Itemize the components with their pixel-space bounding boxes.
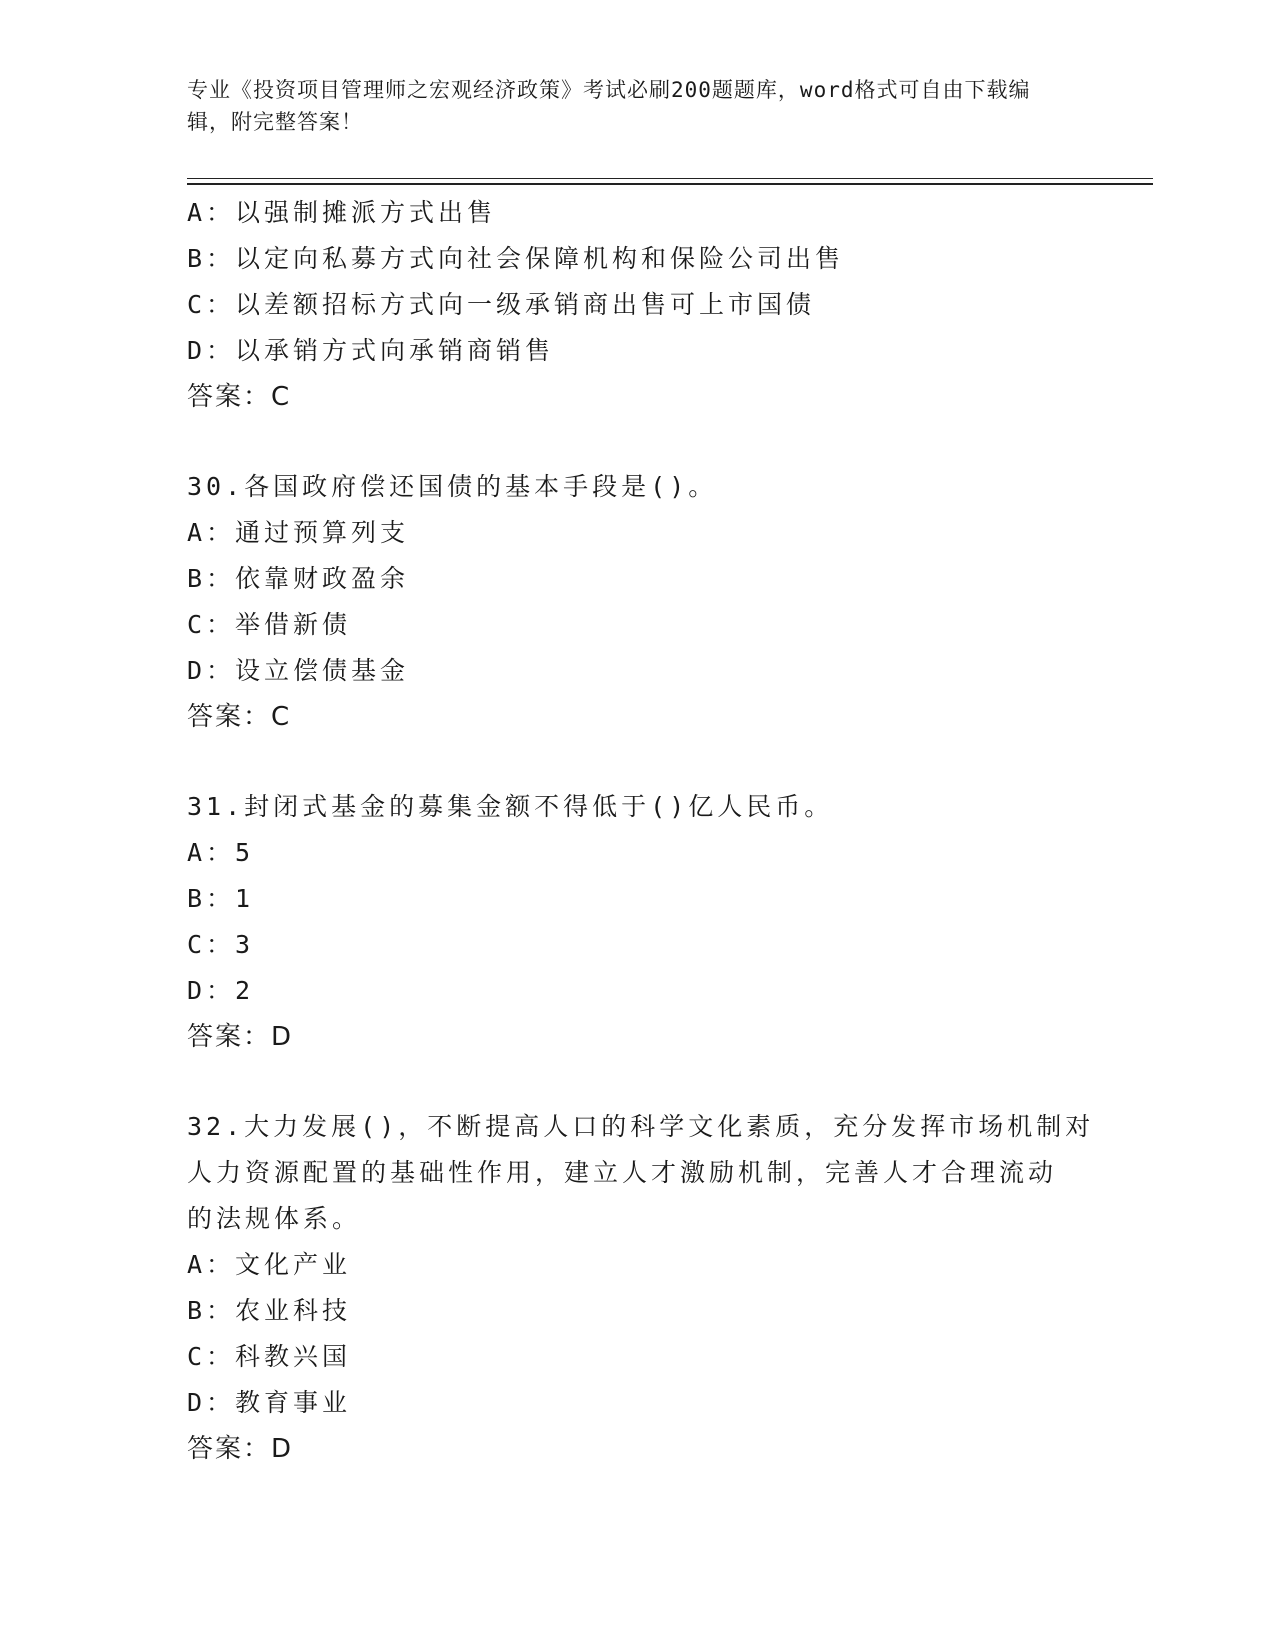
answer-label: 答案：D <box>187 1022 294 1052</box>
option-d: D：教育事业 <box>187 1388 352 1417</box>
question-stem: 30.各国政府偿还国债的基本手段是()。 <box>187 472 718 501</box>
answer-label: 答案：C <box>187 702 292 732</box>
question-block <box>187 464 1087 740</box>
option-c: C：3 <box>187 930 255 959</box>
option-c: C：举借新债 <box>187 610 352 639</box>
option-a: A：以强制摊派方式出售 <box>187 198 497 227</box>
option-c: C：科教兴国 <box>187 1342 352 1371</box>
option-d: D：2 <box>187 976 255 1005</box>
option-d: D：设立偿债基金 <box>187 656 410 685</box>
question-block <box>187 1104 1095 1472</box>
option-b: B：依靠财政盈余 <box>187 564 410 593</box>
header-divider-thin <box>187 178 1153 179</box>
question-stem-line: 的法规体系。 <box>187 1204 362 1233</box>
option-d: D：以承销方式向承销商销售 <box>187 336 555 365</box>
question-block <box>187 190 1087 420</box>
option-b: B：1 <box>187 884 255 913</box>
question-stem: 31.封闭式基金的募集金额不得低于()亿人民币。 <box>187 792 834 821</box>
option-a: A：文化产业 <box>187 1250 352 1279</box>
question-stem-line: 32.大力发展()，不断提高人口的科学文化素质，充分发挥市场机制对 <box>187 1112 1095 1141</box>
option-c: C：以差额招标方式向一级承销商出售可上市国债 <box>187 290 816 319</box>
answer-label: 答案：C <box>187 382 292 412</box>
question-block <box>187 784 1087 1060</box>
option-b: B：以定向私募方式向社会保障机构和保险公司出售 <box>187 244 845 273</box>
option-a: A：通过预算列支 <box>187 518 410 547</box>
option-b: B：农业科技 <box>187 1296 352 1325</box>
question-list <box>187 190 1095 1472</box>
answer-label: 答案：D <box>187 1434 294 1464</box>
document-header: 专业《投资项目管理师之宏观经济政策》考试必刷200题题库，word格式可自由下载编辑，附完整答案！ <box>187 78 1031 134</box>
option-a: A：5 <box>187 838 255 867</box>
header-divider-thick <box>187 183 1153 185</box>
question-stem-line: 人力资源配置的基础性作用，建立人才激励机制，完善人才合理流动 <box>187 1158 1058 1187</box>
